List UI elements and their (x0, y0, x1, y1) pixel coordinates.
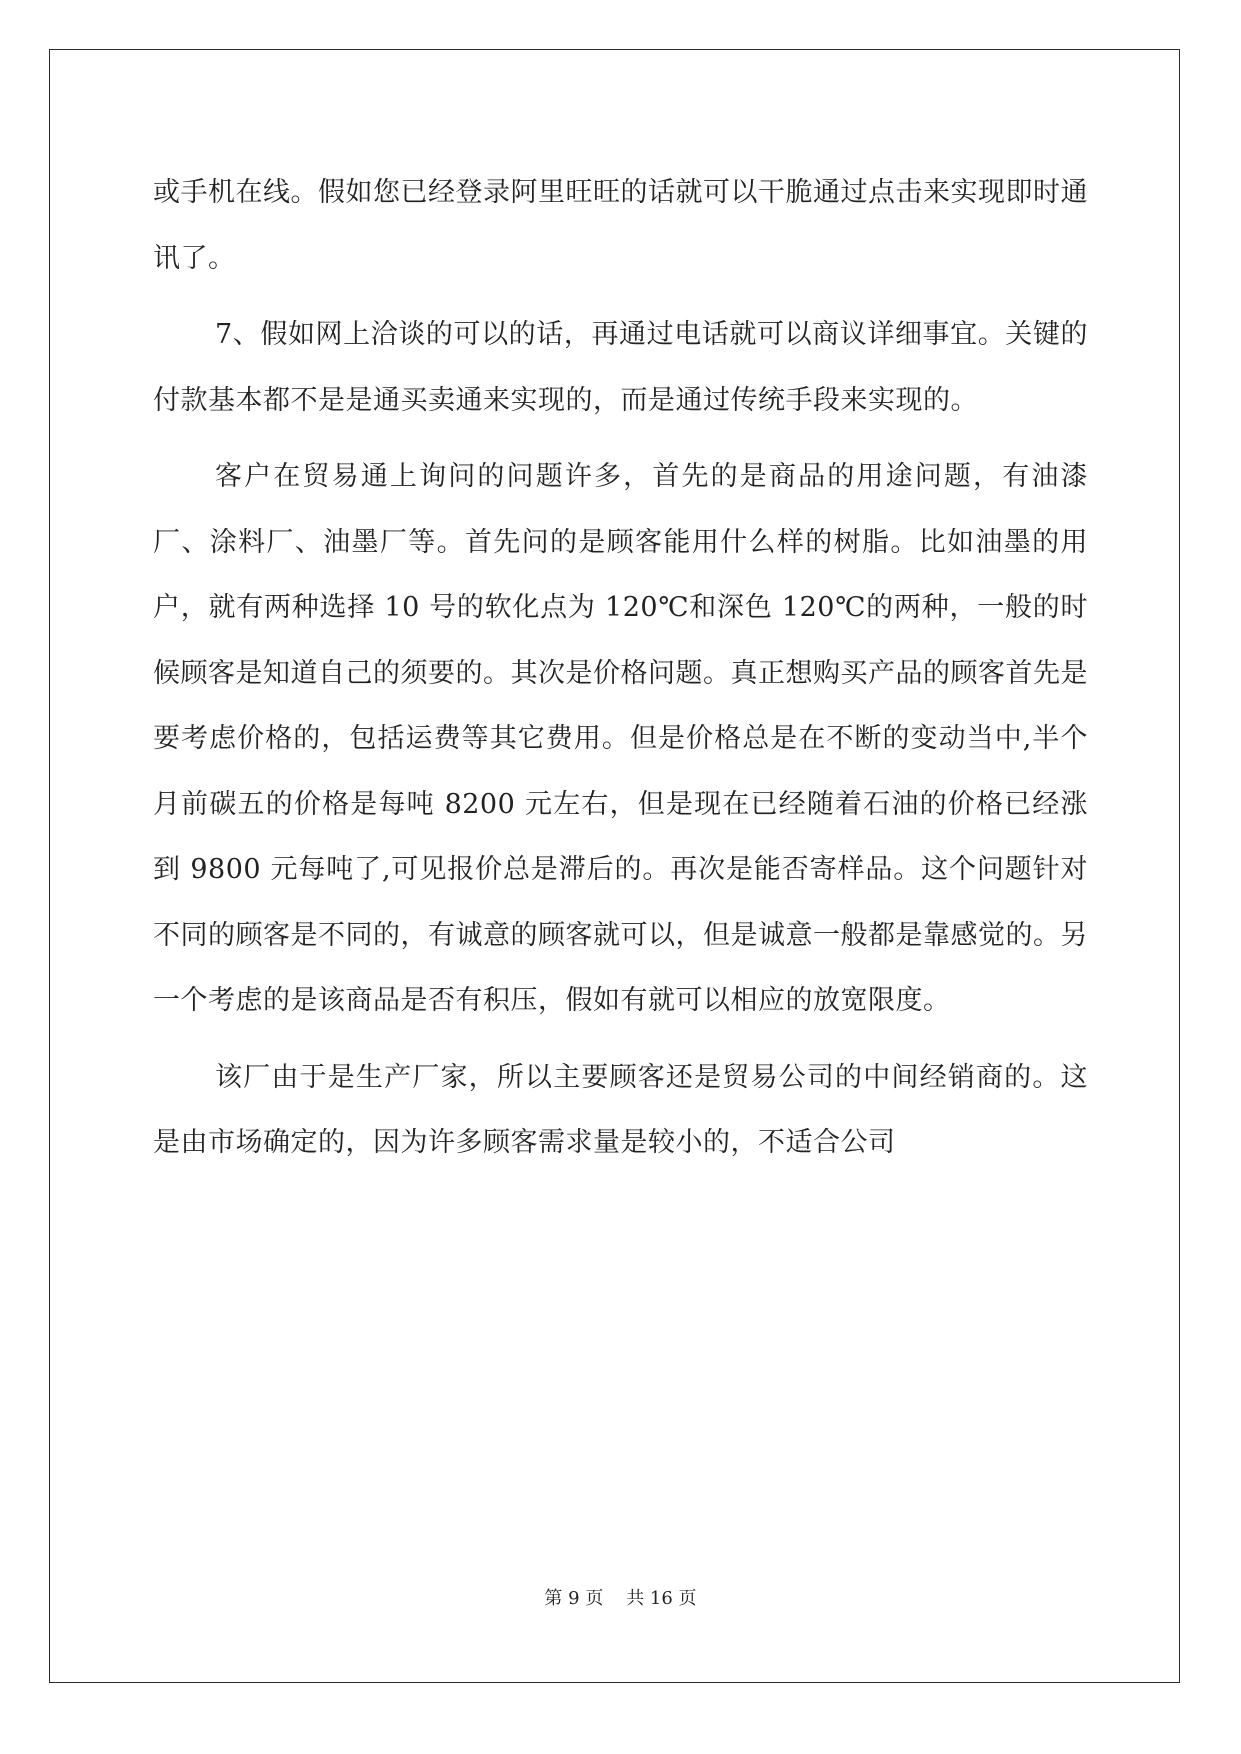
paragraph-3: 客户在贸易通上询问的问题许多，首先的是商品的用途问题，有油漆厂、涂料厂、油墨厂等。首先问的是顾客能用什么样的树脂。比如油墨的用户，就有两种选择 10 号的软化点为 120℃和深色 120℃的两种，一般的时候顾客是知道自己的须要的。其次是价格问题。真正想购买产品的顾客首先是要考虑价格的，包括运费等其它费用。但是价格总是在不断的变动当中,半个月前碳五的价格是每吨 8200 元左右，但是现在已经随着石油的价格已经涨到 9800 元每吨了,可见报价总是滞后的。再次是能否寄样品。这个问题针对不同的顾客是不同的，有诚意的顾客就可以，但是诚意一般都是靠感觉的。另一个考虑的是该商品是否有积压，假如有就可以相应的放宽限度。 (153, 461, 1088, 1016)
paragraph-2: 7、假如网上洽谈的可以的话，再通过电话就可以商议详细事宜。关键的付款基本都不是是通买卖通来实现的，而是通过传统手段来实现的。 (153, 319, 1088, 416)
document-body (153, 160, 1088, 1187)
paragraph-1: 或手机在线。假如您已经登录阿里旺旺的话就可以干脆通过点击来实现即时通讯了。 (153, 177, 1088, 274)
paragraph-4: 该厂由于是生产厂家，所以主要顾客还是贸易公司的中间经销商的。这是由市场确定的，因为许多顾客需求量是较小的，不适合公司 (153, 1061, 1088, 1158)
page-number-footer: 第 9 页 共 16 页 (544, 1588, 697, 1609)
